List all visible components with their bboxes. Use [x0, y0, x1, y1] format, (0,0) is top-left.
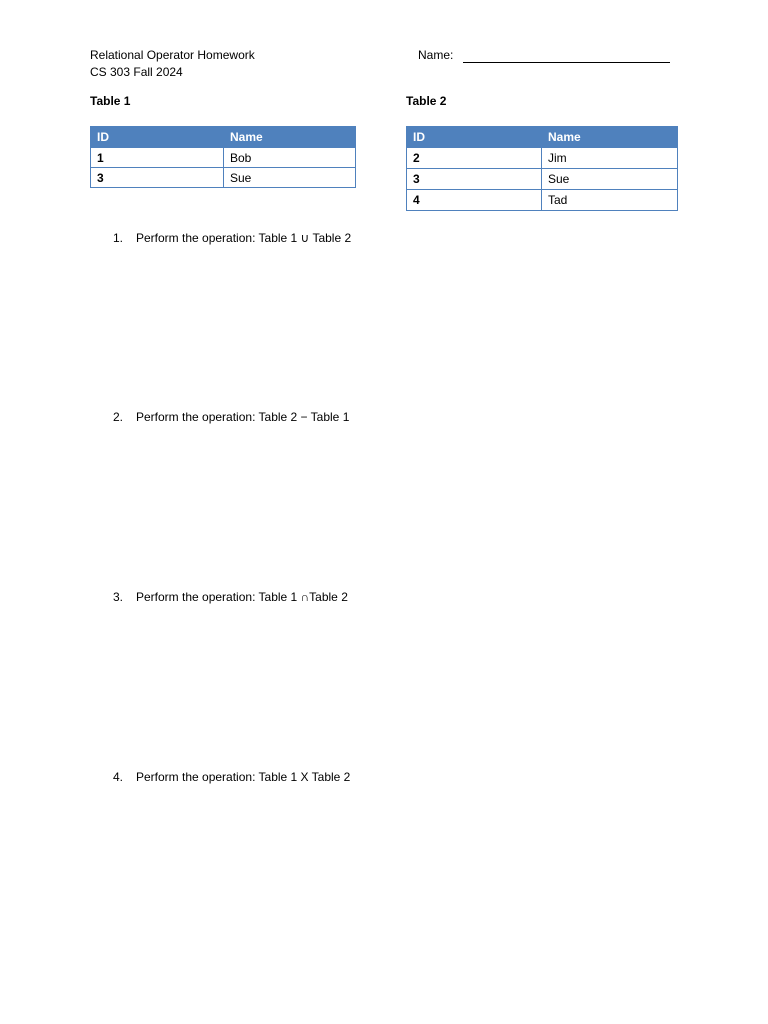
cell-id: 3: [91, 168, 224, 188]
question-4: [113, 769, 350, 785]
cell-id: 2: [407, 148, 542, 169]
column-header-id: ID: [91, 127, 224, 148]
table-row: [91, 148, 356, 168]
table-row: [407, 169, 678, 190]
question-1: [113, 230, 351, 246]
question-2: [113, 409, 349, 425]
cell-name: Sue: [224, 168, 356, 188]
question-text: Perform the operation: Table 2 − Table 1: [136, 410, 350, 424]
table-header-row: [407, 127, 678, 148]
question-number: 2.: [113, 410, 124, 424]
question-text: Perform the operation: Table 1 ∩Table 2: [136, 590, 348, 604]
table-row: [407, 190, 678, 211]
cell-id: 4: [407, 190, 542, 211]
column-header-id: ID: [407, 127, 542, 148]
cell-id: 3: [407, 169, 542, 190]
cell-name: Sue: [542, 169, 678, 190]
column-header-name: Name: [224, 127, 356, 148]
question-text: Perform the operation: Table 1 ∪ Table 2: [136, 231, 352, 245]
course-label: CS 303 Fall 2024: [90, 65, 183, 79]
table-row: [407, 148, 678, 169]
cell-id: 1: [91, 148, 224, 168]
name-blank-line[interactable]: [463, 49, 670, 63]
table2-caption: Table 2: [406, 94, 447, 108]
question-number: 3.: [113, 590, 124, 604]
cell-name: Bob: [224, 148, 356, 168]
table1: [90, 126, 356, 188]
name-label: Name:: [418, 48, 454, 62]
table-header-row: [91, 127, 356, 148]
question-text: Perform the operation: Table 1 X Table 2: [136, 770, 351, 784]
question-3: [113, 589, 348, 605]
table2: [406, 126, 678, 211]
table1-caption: Table 1: [90, 94, 131, 108]
cell-name: Tad: [542, 190, 678, 211]
column-header-name: Name: [542, 127, 678, 148]
table-row: [91, 168, 356, 188]
cell-name: Jim: [542, 148, 678, 169]
question-number: 4.: [113, 770, 124, 784]
question-number: 1.: [113, 231, 124, 245]
name-field[interactable]: [418, 47, 670, 63]
document-title: Relational Operator Homework: [90, 48, 255, 62]
